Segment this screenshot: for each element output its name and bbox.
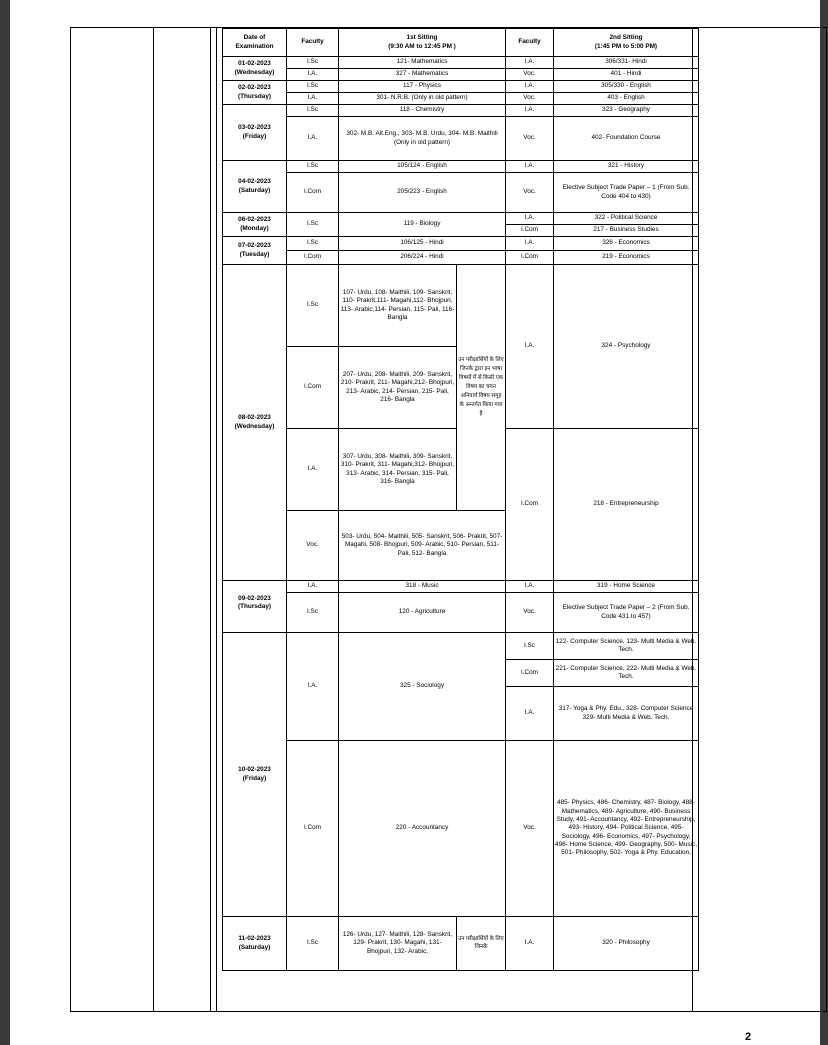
exam-day: (Saturday) [238,186,271,194]
subject-cell: 220 - Accountancy [339,741,506,917]
header-row [223,29,699,57]
frame-divider [216,27,217,1012]
subject-cell: 306/331- Hindi [554,57,699,69]
faculty-cell: I.Sc [287,593,339,633]
subject-cell: 320 - Philosophy [554,917,699,971]
subject-cell: 301- N.R.B. (Only in old pattern) [339,93,506,105]
table-row [223,173,699,213]
language-note-cell: उन परीक्षार्थियों के लिए जिनके [457,917,506,971]
exam-day: (Monday) [240,224,269,232]
faculty-cell: Voc. [506,93,554,105]
faculty-cell: I.Sc [287,161,339,173]
exam-day: (Wednesday) [234,68,275,76]
exam-date: 02-02-2023 [238,84,271,92]
table-row [223,581,699,593]
table-row [223,265,699,347]
faculty-cell: I.Sc [287,57,339,69]
header-sitting-1 [339,29,506,57]
subject-cell: 402- Foundation Course [554,117,699,161]
subject-cell: 327 - Mathematics [339,69,506,81]
faculty-cell: I.A. [506,81,554,93]
subject-cell: 322 - Political Science [554,213,699,225]
subject-cell: 121- Mathematics [339,57,506,69]
subject-cell: 122- Computer Science, 123- Multi Media & Web. Tech. [554,633,699,660]
exam-date: 01-02-2023 [238,60,271,68]
faculty-cell: I.A. [506,57,554,69]
table-row [223,69,699,81]
sitting-2-time: (1:45 PM to 5:00 PM) [594,42,658,50]
subject-cell: 325 - Sociology [339,633,506,741]
faculty-cell: I.A. [506,581,554,593]
subject-cell: 205/223 - English [339,173,506,213]
exam-day: (Tuesday) [239,250,270,258]
faculty-cell: Voc. [287,511,339,581]
faculty-cell: I.Sc [287,105,339,117]
exam-date: 07-02-2023 [238,242,271,250]
exam-date-cell [223,105,287,161]
subject-cell: Elective Subject Trade Paper – 2 (From Sub. Code 431 to 457) [554,593,699,633]
exam-day: (Wednesday) [234,422,275,430]
table-row [223,213,699,225]
header-sitting-2 [554,29,699,57]
table-row [223,161,699,173]
subject-cell: 326 - Economics [554,237,699,251]
frame-divider [210,27,211,1012]
exam-day: (Thursday) [237,603,272,611]
exam-date: 03-02-2023 [238,124,271,132]
subject-cell: Elective Subject Trade Paper – 1 (From Sub. Code 404 to 430) [554,173,699,213]
faculty-cell: I.A. [506,105,554,117]
faculty-cell: I.A. [506,917,554,971]
exam-date-cell [223,265,287,581]
exam-date-cell [223,161,287,213]
frame-divider [153,27,154,1012]
subject-cell: 106/125 - Hindi [339,237,506,251]
header-faculty-1: Faculty [287,29,339,57]
table-row [223,57,699,69]
subject-cell: 319 - Home Science [554,581,699,593]
header-date: Date of Examination [223,29,287,57]
faculty-cell: I.A. [287,69,339,81]
faculty-cell: I.Com [287,741,339,917]
sitting-1-time: (9:30 AM to 12:45 PM ) [388,42,456,50]
subject-cell: 218 - Entrepreneurship [554,429,699,581]
table-row [223,633,699,660]
faculty-cell: I.Sc [287,213,339,237]
subject-cell: 126- Urdu, 127- Maithili, 128- Sanskrit, 129- Prakrit, 130- Magahi, 131- Bhojpuri, 132- Arabic, [339,917,457,971]
exam-day: (Thursday) [237,92,272,100]
subject-cell: 503- Urdu, 504- Maithili, 505- Sanskrit, 506- Prakrit, 507- Magahi, 508- Bhojpuri, 509- Arabic, 510- Persian, 511- Pali, 512- Bangla [339,511,506,581]
faculty-cell: I.A. [287,93,339,105]
subject-cell: 401 - Hindi [554,69,699,81]
faculty-cell: Voc. [506,173,554,213]
faculty-cell: I.Com [506,251,554,265]
faculty-cell: I.A. [287,429,339,511]
subject-cell: 305/330 - English [554,81,699,93]
faculty-cell: I.A. [506,237,554,251]
document-page [10,0,820,1045]
exam-date: 06-02-2023 [238,216,271,224]
page-number: 2 [745,1031,752,1043]
sitting-1-title: 1st Sitting [406,34,438,42]
subject-cell: 207- Urdu, 208- Maithili, 209- Sanskrit, 210- Prakrit, 211- Magahi,212- Bhojpuri, 213- Arabic, 214- Persian, 215- Pali, 216- Bangla [339,347,457,429]
subject-cell: 221- Computer Science, 222- Multi Media & Web. Tech. [554,660,699,687]
faculty-cell: Voc. [506,69,554,81]
subject-cell: 317- Yoga & Phy. Edu., 328- Computer Science 329- Multi Media & Web. Tech. [554,687,699,741]
sitting-2-title: 2nd Sitting [609,34,643,42]
exam-date-cell [223,237,287,265]
table-row [223,741,699,917]
exam-day: (Saturday) [238,943,271,951]
viewer-left-gutter [0,0,10,1045]
language-note-cell: उन परीक्षार्थियों के लिए जिनके द्वारा इन भाषा विषयों में से किसी एक विषय का चयन अनिवार्य विषय समूह के अन्तर्गत किया गया है [457,265,506,511]
subject-cell: 323 - Geography [554,105,699,117]
table-row [223,251,699,265]
table-row [223,917,699,971]
subject-cell: 105/124 - English [339,161,506,173]
exam-date: 10-02-2023 [238,766,271,774]
subject-cell: 219 - Economics [554,251,699,265]
subject-cell: 485- Physics, 486- Chemistry, 487- Biology, 488- Mathematics, 489- Agriculture, 490- Business Study, 491- Accountancy, 492- Entrepreneurship, 493- History, 494- Political Science, 495- Sociology, 496- Economics, 497- Psychology, 498- Home Science, 499- Geography, 500- Music, 501- Philosophy, 502- Yoga & Phy. Education, [554,741,699,917]
exam-date-cell [223,633,287,917]
table-row [223,105,699,117]
faculty-cell: I.Com [287,173,339,213]
subject-cell: 118 - Chemistry [339,105,506,117]
exam-date-cell [223,581,287,633]
faculty-cell: I.A. [506,161,554,173]
exam-date-cell [223,213,287,237]
table-row [223,117,699,161]
exam-day: (Friday) [242,774,267,782]
faculty-cell: Voc. [506,593,554,633]
faculty-cell: Voc. [506,117,554,161]
exam-date: 09-02-2023 [238,595,271,602]
faculty-cell: I.A. [506,213,554,225]
faculty-cell: I.Sc [287,917,339,971]
exam-date: 11-02-2023 [238,935,271,943]
table-row [223,93,699,105]
exam-date-cell [223,57,287,81]
subject-cell: 321 - History [554,161,699,173]
faculty-cell: I.Sc [287,81,339,93]
subject-cell: 324 - Psychology [554,265,699,429]
faculty-cell: I.Sc [506,633,554,660]
faculty-cell: I.Sc [287,237,339,251]
subject-cell: 119 - Biology [339,213,506,237]
subject-cell: 120 - Agriculture [339,593,506,633]
table-row [223,81,699,93]
table-row [223,593,699,633]
header-faculty-2: Faculty [506,29,554,57]
exam-date-cell [223,917,287,971]
faculty-cell: I.A. [287,633,339,741]
subject-cell: 107- Urdu, 108- Maithili, 109- Sanskrit, 110- Prakrit,111- Magahi,112- Bhojpuri, 113- Arabic,114- Persian, 115- Pali, 116- Bangla [339,265,457,347]
subject-cell: 307- Urdu, 308- Maithili, 309- Sanskrit, 310- Prakrit, 311- Magahi,312- Bhojpuri, 313- Arabic, 314- Persian, 315- Pali, 316- Bangla [339,429,457,511]
exam-schedule-table [222,28,699,971]
faculty-cell: I.Sc [287,265,339,347]
exam-date: 04-02-2023 [238,178,271,186]
exam-day: (Friday) [242,132,267,140]
subject-cell: 302- M.B. Alt.Eng., 303- M.B. Urdu, 304- M.B. Maithili (Only in old pattern) [339,117,506,161]
faculty-cell: I.A. [287,117,339,161]
faculty-cell: I.A. [506,265,554,429]
subject-cell: 217 - Business Studies [554,225,699,237]
subject-cell: 117 - Physics [339,81,506,93]
faculty-cell: I.Com [287,251,339,265]
faculty-cell: I.Com [287,347,339,429]
faculty-cell: I.Com [506,225,554,237]
faculty-cell: I.Com [506,429,554,581]
exam-date-cell [223,81,287,105]
exam-date: 08-02-2023 [238,414,271,422]
subject-cell: 318 - Music [339,581,506,593]
subject-cell: 403 - English [554,93,699,105]
faculty-cell: I.A. [506,687,554,741]
faculty-cell: Voc. [506,741,554,917]
faculty-cell: I.Com [506,660,554,687]
faculty-cell: I.A. [287,581,339,593]
subject-cell: 206/224 - Hindi [339,251,506,265]
table-row [223,237,699,251]
